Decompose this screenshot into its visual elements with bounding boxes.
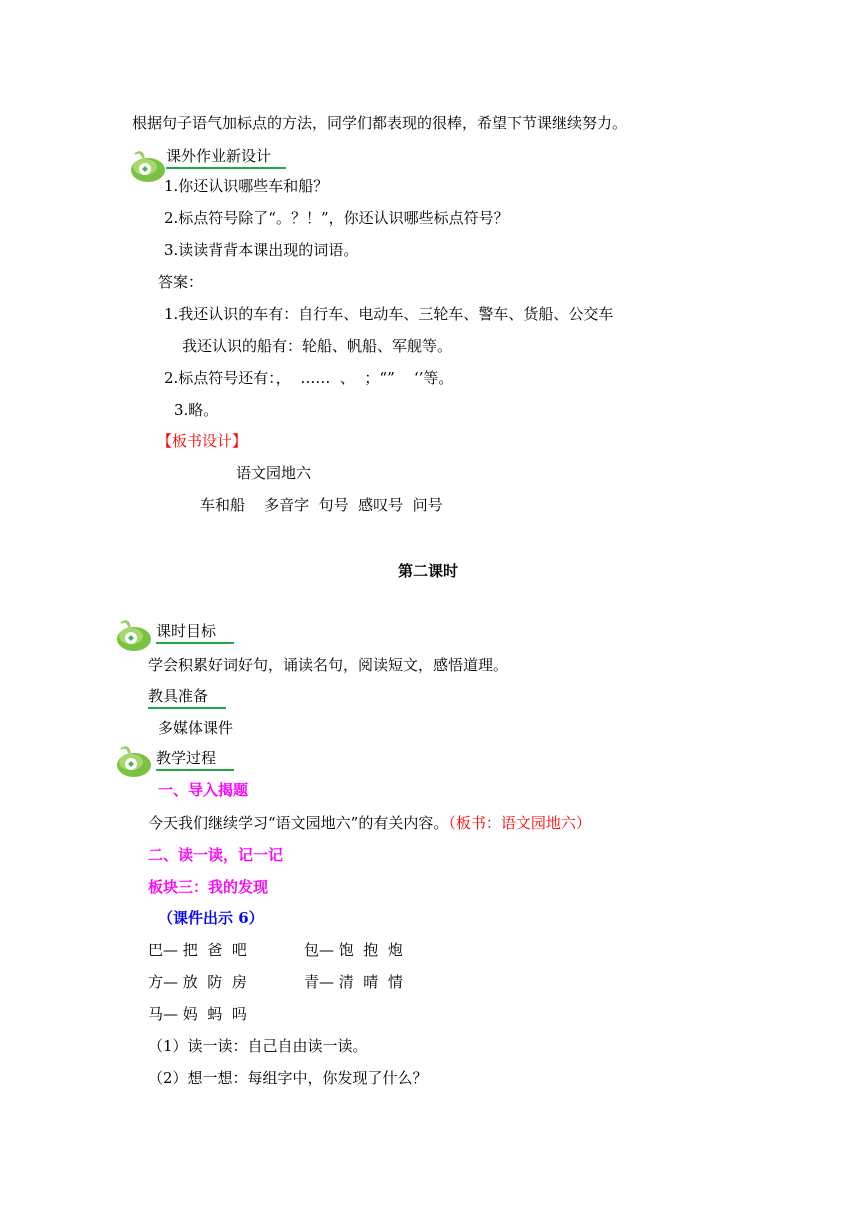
goal-heading: 课时目标: [156, 621, 234, 644]
leaf-icon: [127, 148, 167, 184]
answer-item: 我还认识的船有：轮船、帆船、军舰等。: [182, 337, 453, 355]
answer-item: 1.我还认识的车有：自行车、电动车、三轮车、警车、货船、公交车: [164, 305, 614, 323]
lesson-title: 第二课时: [398, 562, 459, 580]
step-1-text: 今天我们继续学习“语文园地六”的有关内容。（板书：语文园地六）: [148, 814, 591, 832]
block-3-heading: 板块三：我的发现: [148, 878, 269, 896]
task-item: （1）读一读：自己自由读一读。: [148, 1037, 368, 1055]
leaf-icon: [113, 617, 153, 653]
char-group: 马— 妈 蚂 吗: [148, 1005, 247, 1023]
board-title: 语文园地六: [236, 464, 312, 482]
courseware-label: （课件出示 6）: [158, 909, 264, 927]
board-content: 车和船 多音字 句号 感叹号 问号: [200, 496, 443, 514]
board-heading: 【板书设计】: [157, 432, 248, 450]
homework-item: 1.你还认识哪些车和船？: [164, 177, 329, 195]
homework-heading: 课外作业新设计: [166, 146, 286, 169]
step-2-heading: 二、读一读，记一记: [148, 846, 284, 864]
answer-item: 2.标点符号还有：， …… 、 ；“” ‘’等。: [164, 369, 454, 387]
char-group: 巴— 把 爸 吧: [148, 941, 247, 959]
task-item: （2）想一想：每组字中，你发现了什么？: [148, 1069, 428, 1087]
goal-text: 学会积累好词好句，诵读名句，阅读短文，感悟道理。: [148, 656, 509, 674]
answer-label: 答案：: [158, 273, 204, 291]
char-group: 青— 清 晴 情: [304, 973, 403, 991]
homework-item: 3.读读背背本课出现的词语。: [164, 241, 359, 259]
prep-text: 多媒体课件: [158, 719, 234, 737]
process-heading: 教学过程: [156, 748, 234, 771]
prep-heading: 教具准备: [148, 686, 226, 709]
char-group: 包— 饱 抱 炮: [304, 941, 403, 959]
intro-line: 根据句子语气加标点的方法，同学们都表现的很棒，希望下节课继续努力。: [132, 114, 628, 132]
homework-item: 2.标点符号除了“。？！”，你还认识哪些标点符号？: [164, 209, 509, 227]
step-1-heading: 一、导入揭题: [158, 781, 249, 799]
char-group: 方— 放 防 房: [148, 973, 247, 991]
leaf-icon: [113, 743, 153, 779]
answer-item: 3.略。: [174, 401, 219, 419]
